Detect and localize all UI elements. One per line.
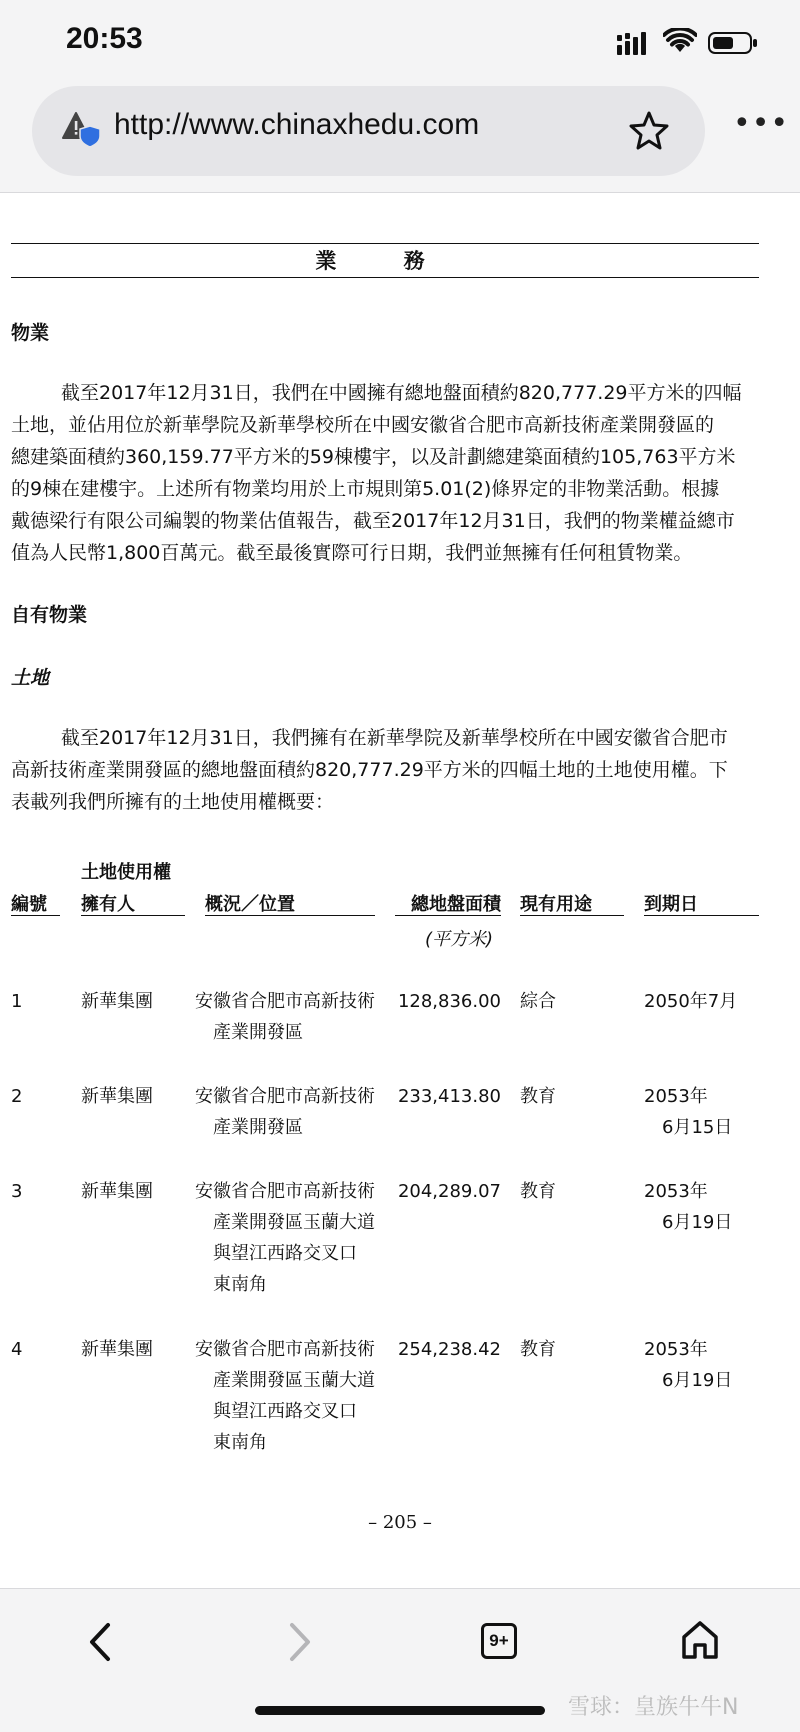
address-bar[interactable] (32, 86, 705, 176)
expiry-line: 2053年 (644, 1086, 708, 1107)
th-area: 總地盤面積 (411, 894, 501, 915)
expiry-line: 6月19日 (662, 1370, 733, 1391)
location-line: 安徽省合肥市高新技術 (195, 1181, 375, 1202)
bookmark-star-icon[interactable] (628, 110, 670, 152)
para1-line: 土地，並佔用位於新華學院及新華學校所在中國安徽省合肥市高新技術產業開發區的 (11, 414, 715, 436)
document-page (0, 193, 800, 1588)
th-underline (520, 915, 624, 916)
home-indicator[interactable] (255, 1706, 545, 1715)
th-expiry: 到期日 (644, 894, 698, 915)
para1-line: 的9棟在建樓宇。上述所有物業均用於上市規則第5.01(2)條界定的非物業活動。根據 (11, 478, 720, 500)
th-no: 編號 (11, 894, 47, 915)
cell-owner: 新華集團 (81, 1086, 153, 1107)
cell-location (195, 1176, 375, 1300)
tabs-count: 9+ (489, 1631, 509, 1650)
para1-line: 截至2017年12月31日，我們在中國擁有總地盤面積約820,777.29平方米的四幅 (61, 382, 742, 404)
cell-expiry (644, 1176, 732, 1238)
status-bar (0, 0, 800, 80)
location-line: 產業開發區 (213, 1022, 303, 1043)
cell-expiry: 2050年7月 (644, 991, 738, 1012)
location-line: 產業開發區玉蘭大道 (213, 1212, 375, 1233)
th-underline (81, 915, 185, 916)
cell-area: 254,238.42 (397, 1339, 501, 1360)
para2-line: 表載列我們所擁有的土地使用權概要： (11, 791, 335, 813)
back-icon[interactable] (84, 1621, 116, 1663)
cell-no: 2 (11, 1086, 23, 1107)
header-rule-bottom (11, 277, 759, 278)
heading-property: 物業 (11, 322, 50, 344)
location-line: 東南角 (213, 1274, 267, 1295)
cell-owner: 新華集團 (81, 1181, 153, 1202)
para1-line: 值為人民幣1,800百萬元。截至最後實際可行日期，我們並無擁有任何租賃物業。 (11, 542, 693, 564)
th-underline (11, 915, 60, 916)
cell-owner: 新華集團 (81, 991, 153, 1012)
page-number: – 205 – (368, 1512, 432, 1533)
th-owner-top: 土地使用權 (81, 862, 171, 883)
paragraph-land (11, 722, 759, 818)
section-title: 業 務 (315, 249, 455, 273)
th-underline (205, 915, 375, 916)
para1-line: 戴德梁行有限公司編製的物業估值報告，截至2017年12月31日，我們的物業權益總市 (11, 510, 735, 532)
cell-no: 1 (11, 991, 23, 1012)
cell-use: 綜合 (520, 991, 556, 1012)
watermark: 雪球：皇族牛牛N (568, 1695, 739, 1720)
cell-no: 4 (11, 1339, 23, 1360)
location-line: 產業開發區玉蘭大道 (213, 1370, 375, 1391)
heading-owned-property: 自有物業 (11, 604, 88, 626)
th-location: 概況／位置 (205, 894, 295, 915)
cell-expiry (644, 1334, 732, 1396)
home-icon[interactable] (680, 1619, 720, 1661)
tabs-icon[interactable] (481, 1623, 517, 1659)
wifi-icon (663, 28, 697, 54)
location-line: 與望江西路交叉口 (213, 1401, 357, 1422)
para2-line: 截至2017年12月31日，我們擁有在新華學院及新華學校所在中國安徽省合肥市 (61, 727, 728, 749)
cell-area: 204,289.07 (397, 1181, 501, 1202)
battery-icon (708, 31, 758, 55)
location-line: 安徽省合肥市高新技術 (195, 1086, 375, 1107)
header-rule-top (11, 243, 759, 244)
more-icon[interactable]: ••• (733, 106, 790, 141)
location-line: 與望江西路交叉口 (213, 1243, 357, 1264)
cell-use: 教育 (520, 1339, 556, 1360)
location-line: 產業開發區 (213, 1117, 303, 1138)
th-use: 現有用途 (520, 894, 592, 915)
browser-toolbar (0, 80, 800, 193)
signal-icon (617, 31, 651, 55)
cell-use: 教育 (520, 1181, 556, 1202)
expiry-line: 2053年 (644, 1181, 708, 1202)
cell-location (195, 1334, 375, 1458)
expiry-line: 6月19日 (662, 1212, 733, 1233)
cell-area: 233,413.80 (397, 1086, 501, 1107)
location-line: 安徽省合肥市高新技術 (195, 1339, 375, 1360)
location-line: 安徽省合肥市高新技術 (195, 991, 375, 1012)
expiry-line: 2053年 (644, 1339, 708, 1360)
heading-land: 土地 (11, 667, 50, 689)
th-underline (395, 915, 501, 916)
paragraph-property (11, 377, 759, 569)
th-area-unit: (平方米) (425, 929, 494, 950)
th-owner: 擁有人 (81, 894, 135, 915)
security-warning-icon[interactable] (62, 110, 102, 150)
th-underline (644, 915, 759, 916)
url-text[interactable]: http://www.chinaxhedu.com (114, 108, 480, 141)
para1-line: 總建築面積約360,159.77平方米的59棟樓宇，以及計劃總建築面積約105,763平方米 (11, 446, 736, 468)
cell-area: 128,836.00 (397, 991, 501, 1012)
cell-location (195, 986, 375, 1048)
para2-line: 高新技術產業開發區的總地盤面積約820,777.29平方米的四幅土地的土地使用權。下 (11, 759, 728, 781)
status-time: 20:53 (66, 22, 143, 55)
expiry-line: 6月15日 (662, 1117, 733, 1138)
cell-use: 教育 (520, 1086, 556, 1107)
cell-location (195, 1081, 375, 1143)
forward-icon[interactable] (284, 1621, 316, 1663)
cell-owner: 新華集團 (81, 1339, 153, 1360)
location-line: 東南角 (213, 1432, 267, 1453)
cell-expiry (644, 1081, 732, 1143)
cell-no: 3 (11, 1181, 23, 1202)
